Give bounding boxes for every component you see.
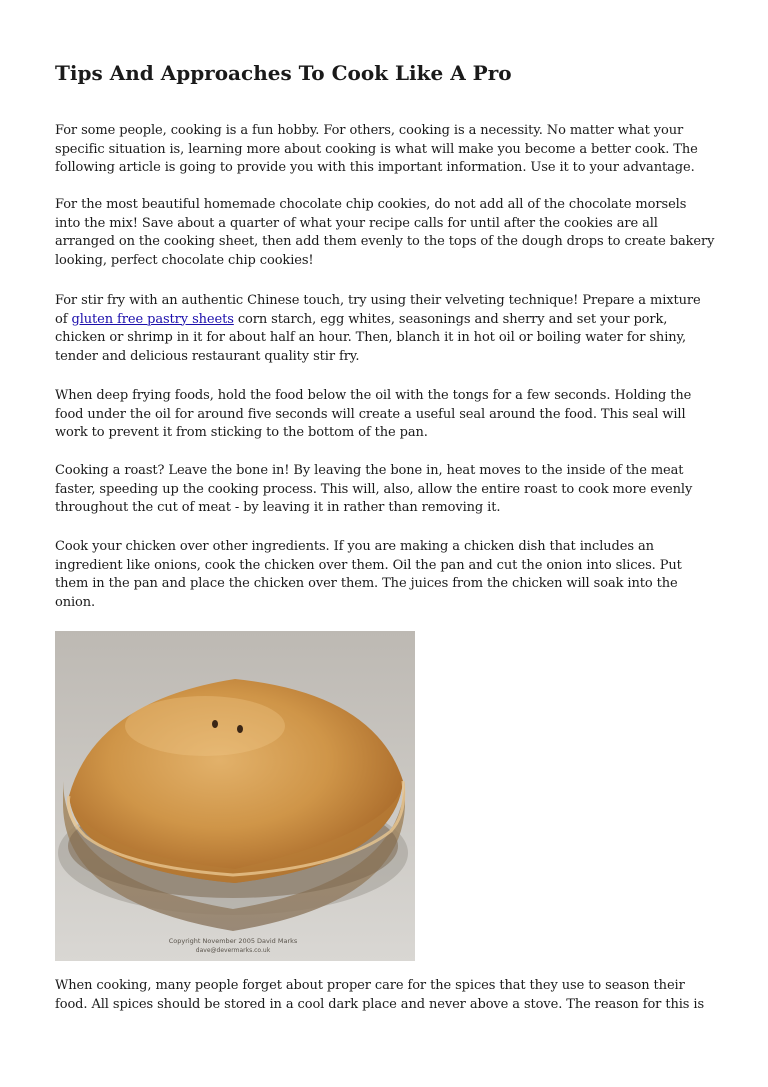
paragraph-roast: Cooking a roast? Leave the bone in! By leaving the bone in, heat moves to the inside of the meat faster, speeding up the cooking process. This will, also, allow the entire roast to cook more evenly throughout the cut of meat - by leaving it in rather than removing it. — [55, 463, 693, 516]
paragraph-chicken: Cook your chicken over other ingredients. If you are making a chicken dish that includes an ingredient like onions, cook the chicken over them. Oil the pan and cut the onion into slices. Put them in the pan and place the chicken over them. The juices from the chicken will soak into the onion. — [55, 539, 682, 610]
pie-illustration — [55, 631, 415, 961]
paragraph-cookies: For the most beautiful homemade chocolate chip cookies, do not add all of the chocolate morsels into the mix! Save about a quarter of what your recipe calls for until after the cookies are all arranged on the cooking sheet, then add them evenly to the tops of the dough drops to create bakery looking, perfect chocolate chip cookies! — [55, 197, 715, 268]
gluten-free-pastry-link[interactable]: gluten free pastry sheets — [71, 311, 234, 327]
paragraph-deep-frying: When deep frying foods, hold the food below the oil with the tongs for a few seconds. Holding the food under the oil for around five seconds will create a useful seal around the food. This seal will work to prevent it from sticking to the bottom of the pan. — [55, 388, 692, 441]
paragraph-stir-fry-text-1: For stir fry with an authentic Chinese touch, try using their velveting technique! Prepare a mixture of — [55, 293, 701, 327]
pie-photo — [55, 631, 415, 961]
paragraph-intro: For some people, cooking is a fun hobby. For others, cooking is a necessity. No matter what your specific situation is, learning more about cooking is what will make you become a better cook. The following article is going to provide you with this important information. Use it to your advantage. — [55, 123, 698, 176]
page-title: Tips And Approaches To Cook Like A Pro — [55, 61, 512, 85]
paragraph-stir-fry — [55, 292, 715, 366]
photo-watermark-line2: dave@devermarks.co.uk — [195, 947, 271, 954]
paragraph-stir-fry-text-2: corn starch, egg whites, seasonings and sherry and set your pork, chicken or shrimp in it for about half an hour. Then, blanch it in hot oil or boiling water for shiny, tender and delicious restaurant quality stir fry. — [55, 311, 687, 364]
paragraph-spices: When cooking, many people forget about proper care for the spices that they use to season their food. All spices should be stored in a cool dark place and never above a stove. The reason for this is — [55, 978, 705, 1012]
photo-watermark-line1: Copyright November 2005 David Marks — [168, 937, 298, 945]
